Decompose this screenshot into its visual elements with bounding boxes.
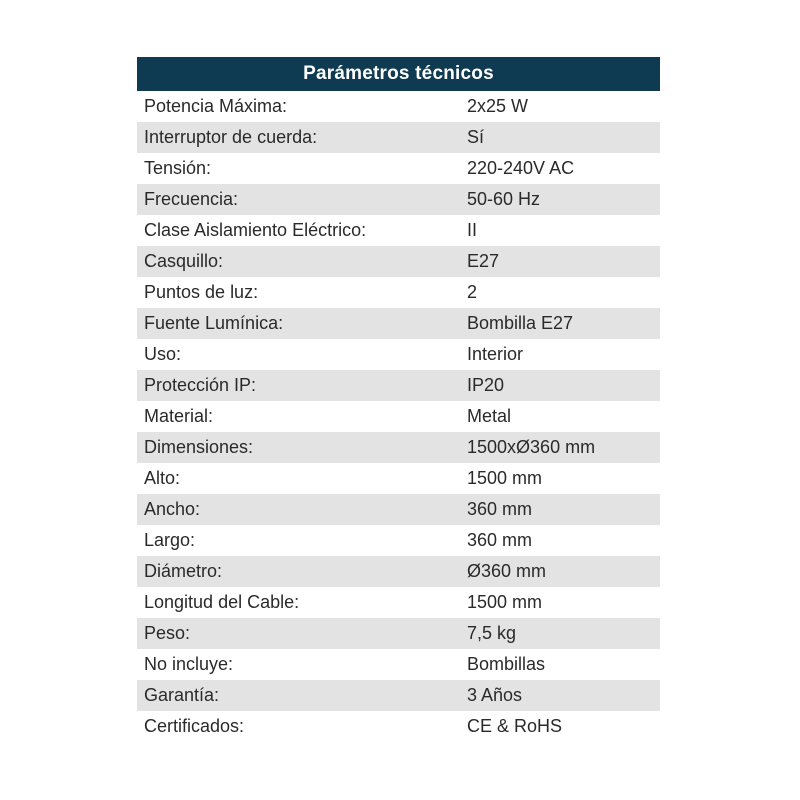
row-label: Alto:	[144, 468, 181, 488]
table-row	[137, 401, 660, 432]
table-row	[137, 308, 660, 339]
row-value: 7,5 kg	[467, 623, 517, 643]
row-label: Puntos de luz:	[144, 282, 259, 302]
table-row	[137, 494, 660, 525]
row-label: Largo:	[144, 530, 196, 550]
row-label: Peso:	[144, 623, 191, 643]
row-value: Bombillas	[467, 654, 546, 674]
table-row	[137, 556, 660, 587]
table-row	[137, 463, 660, 494]
technical-parameters-table	[137, 57, 660, 742]
row-label: Certificados:	[144, 716, 245, 736]
table-row	[137, 91, 660, 122]
row-value: Sí	[467, 127, 485, 147]
row-label: Uso:	[144, 344, 182, 364]
row-value: 2	[467, 282, 478, 302]
table-row	[137, 680, 660, 711]
row-value: 2x25 W	[467, 96, 529, 116]
row-value: 360 mm	[467, 530, 533, 550]
table-row	[137, 246, 660, 277]
row-label: Protección IP:	[144, 375, 257, 395]
row-value: Metal	[467, 406, 512, 426]
row-label: Frecuencia:	[144, 189, 239, 209]
row-label: Tensión:	[144, 158, 212, 178]
row-value: 1500 mm	[467, 468, 543, 488]
row-value: II	[467, 220, 478, 240]
table-title: Parámetros técnicos	[137, 57, 660, 91]
row-label: Garantía:	[144, 685, 220, 705]
table-row	[137, 711, 660, 742]
table-row	[137, 432, 660, 463]
row-value: 360 mm	[467, 499, 533, 519]
row-label: Diámetro:	[144, 561, 223, 581]
table-row	[137, 215, 660, 246]
table-row	[137, 649, 660, 680]
table-row	[137, 153, 660, 184]
row-label: No incluye:	[144, 654, 234, 674]
row-label: Fuente Lumínica:	[144, 313, 284, 333]
row-label: Clase Aislamiento Eléctrico:	[144, 220, 367, 240]
table-row	[137, 618, 660, 649]
table-row	[137, 277, 660, 308]
row-label: Material:	[144, 406, 214, 426]
row-value: IP20	[467, 375, 505, 395]
row-label: Casquillo:	[144, 251, 224, 271]
row-label: Potencia Máxima:	[144, 96, 288, 116]
table-row	[137, 587, 660, 618]
row-value: 1500 mm	[467, 592, 543, 612]
row-value: Ø360 mm	[467, 561, 547, 581]
row-label: Interruptor de cuerda:	[144, 127, 318, 147]
row-label: Dimensiones:	[144, 437, 254, 457]
row-value: E27	[467, 251, 500, 271]
table-body	[137, 91, 660, 742]
row-value: 50-60 Hz	[467, 189, 541, 209]
row-value: CE & RoHS	[467, 716, 563, 736]
row-value: 220-240V AC	[467, 158, 575, 178]
table-row	[137, 184, 660, 215]
row-value: Interior	[467, 344, 524, 364]
row-label: Ancho:	[144, 499, 201, 519]
table-row	[137, 122, 660, 153]
row-value: 1500xØ360 mm	[467, 437, 596, 457]
table-row	[137, 525, 660, 556]
row-value: 3 Años	[467, 685, 523, 705]
table-row	[137, 370, 660, 401]
row-value: Bombilla E27	[467, 313, 574, 333]
table-row	[137, 339, 660, 370]
row-label: Longitud del Cable:	[144, 592, 300, 612]
